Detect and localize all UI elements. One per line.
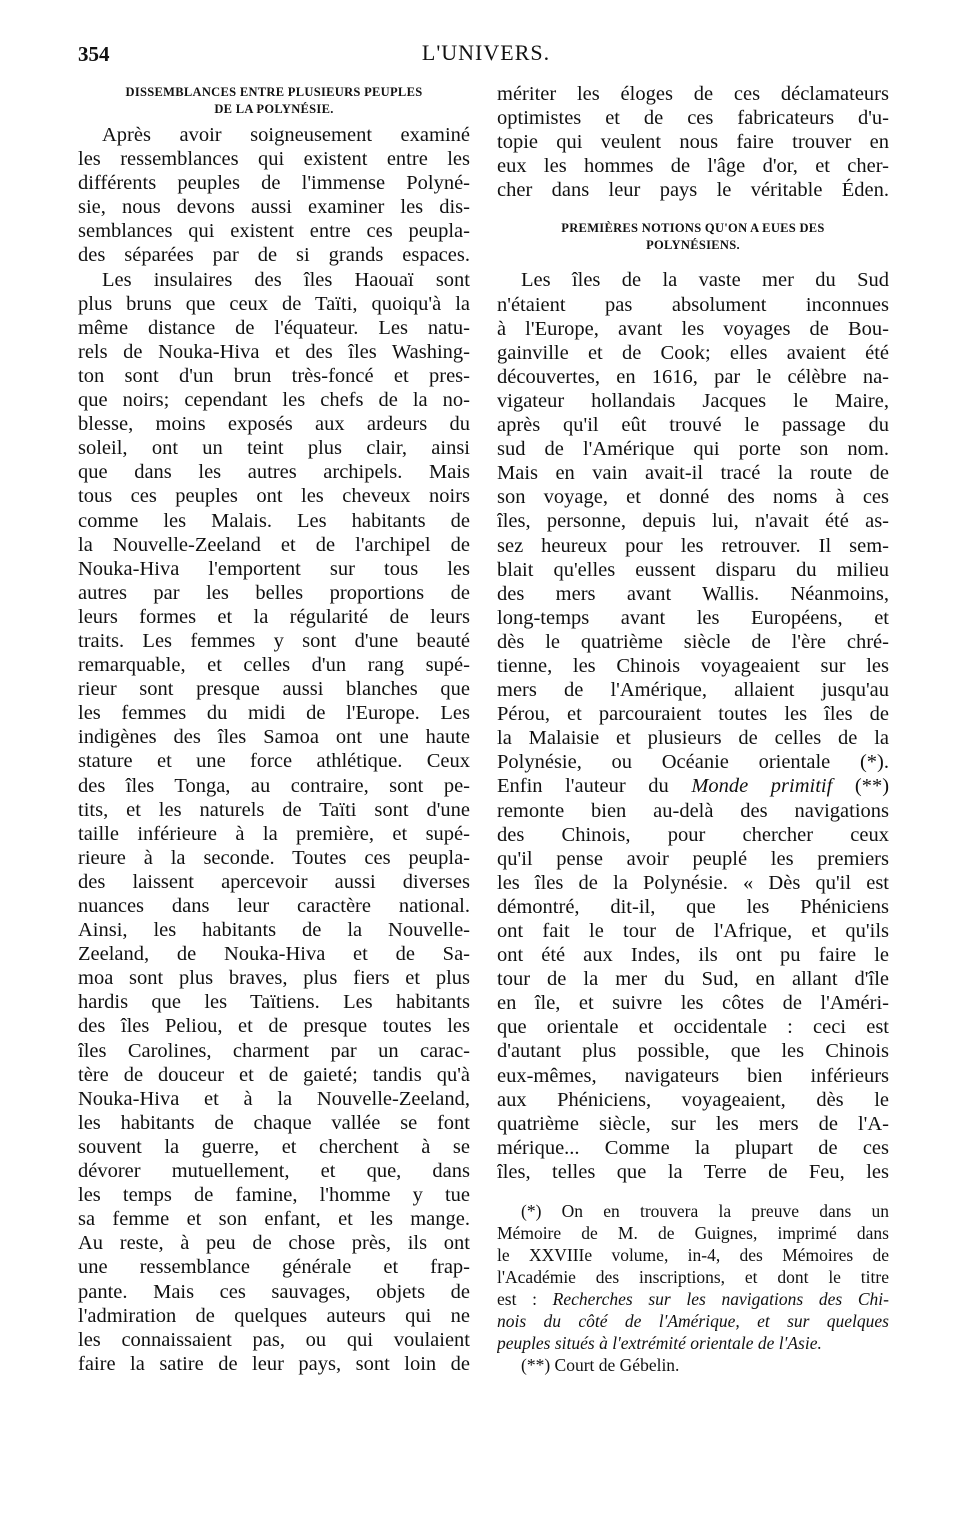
- text-line: [78, 364, 470, 388]
- text-line: [78, 557, 470, 581]
- text-segment: remarquable, et celles d'un rang supé-: [78, 654, 470, 677]
- italic-text: Recherches sur les navigations des Chi-: [552, 1289, 889, 1310]
- text-line: [497, 461, 889, 485]
- text-segment: dès le quatrième siècle de l'ère chré-: [497, 630, 889, 653]
- text-segment: Ainsi, les habitants de la Nouvelle-: [78, 919, 470, 942]
- text-segment: îles Carolines, charment par un carac-: [78, 1039, 470, 1062]
- text-line: [78, 1159, 470, 1183]
- text-segment: rels de Nouka-Hiva et des îles Washing-: [78, 340, 470, 363]
- text-line: [497, 485, 889, 509]
- text-segment: des îles Peliou, et de presque toutes les: [78, 1015, 470, 1038]
- text-line: [78, 1255, 470, 1279]
- text-segment: rieur sont presque aussi blanches que: [78, 678, 470, 701]
- paragraph-block: [497, 82, 889, 202]
- text-segment: découvertes, en 1616, par le célèbre na-: [497, 365, 889, 388]
- text-line: [78, 123, 470, 147]
- text-line: [78, 942, 470, 966]
- text-line: [78, 774, 470, 798]
- text-line: [497, 106, 889, 130]
- text-line: [78, 1111, 470, 1135]
- text-segment: les femmes du midi de l'Europe. Les: [78, 702, 470, 725]
- paragraph-block: [78, 123, 470, 1376]
- text-segment: même distance de l'équateur. Les natu-: [78, 316, 470, 339]
- text-segment: ont fait le tour de l'Afrique, et qu'ils: [497, 920, 889, 942]
- footnote-line: [497, 1310, 889, 1332]
- text-segment: une ressemblance générale et frap-: [78, 1256, 470, 1279]
- text-line: [78, 1063, 470, 1087]
- text-line: [497, 509, 889, 533]
- text-segment: nuances dans leur caractère national.: [78, 895, 470, 917]
- text-segment: après qu'il eût trouvé le passage du: [497, 414, 889, 437]
- text-segment: que dans les autres archipels. Mais: [78, 461, 470, 484]
- right-column: [497, 82, 889, 1376]
- text-segment: blait qu'elles eussent disparu du milieu: [497, 558, 889, 581]
- footnote-line: [497, 1200, 889, 1222]
- text-line: [78, 292, 470, 316]
- text-line: [497, 582, 889, 606]
- text-segment: à l'Europe, avant les voyages de Bou-: [497, 317, 889, 340]
- text-segment: tits, et les naturels de Taïti sont d'une: [78, 798, 470, 821]
- text-line: [497, 678, 889, 702]
- italic-text: nois du côté de l'Amérique, et sur quelques: [497, 1311, 889, 1332]
- text-line: [497, 293, 889, 317]
- text-segment: sie, nous devons aussi examiner les dis-: [78, 196, 470, 219]
- text-line: [497, 154, 889, 178]
- text-line: [78, 388, 470, 412]
- text-segment: stature et une force athlétique. Ceux: [78, 750, 470, 773]
- text-segment: différents peuples de l'immense Polyné-: [78, 172, 470, 195]
- text-segment: Zeeland, de Nouka-Hiva et de Sa-: [78, 943, 470, 966]
- text-segment: leurs formes et la régularité de leurs: [78, 605, 470, 628]
- text-segment: topie qui veulent nous faire trouver en: [497, 131, 889, 154]
- text-line: [497, 1136, 889, 1160]
- text-segment: Pérou, et parcouraient toutes les îles de: [497, 703, 889, 726]
- text-line: [78, 918, 470, 942]
- footnote-line: [497, 1244, 889, 1266]
- text-line: [497, 437, 889, 461]
- text-segment: est :: [497, 1289, 553, 1310]
- text-line: [78, 316, 470, 340]
- text-line: [497, 317, 889, 341]
- text-line: [78, 268, 470, 292]
- text-segment: les temps de famine, l'homme y tue: [78, 1184, 470, 1207]
- text-segment: tour de la mer du Sud, en allant d'île: [497, 968, 889, 991]
- text-segment: autres par les belles proportions de: [78, 581, 470, 604]
- text-segment: pante. Mais ces sauvages, objets de: [78, 1280, 470, 1303]
- text-line: [497, 702, 889, 726]
- text-segment: moa sont plus braves, plus fiers et plus: [78, 967, 470, 990]
- footnote-line: [497, 1332, 889, 1354]
- text-segment: mers de l'Amérique, allaient jusqu'au: [497, 679, 889, 702]
- text-line: [497, 1039, 889, 1063]
- text-segment: eux les hommes de l'âge d'or, et cher-: [497, 155, 889, 178]
- text-line: [78, 1280, 470, 1304]
- text-segment: blesse, moins exposés aux ardeurs du: [78, 413, 470, 436]
- text-segment: mérique... Comme la plupart de ces: [497, 1136, 889, 1159]
- text-line: [497, 895, 889, 919]
- text-segment: Polynésie, ou Océanie orientale (*).: [497, 751, 889, 774]
- text-segment: Mémoire de M. de Guignes, imprimé dans: [497, 1223, 889, 1244]
- footnote-line: [497, 1266, 889, 1288]
- text-line: [78, 533, 470, 557]
- text-segment: la Nouvelle-Zeeland et de l'archipel de: [78, 533, 470, 556]
- text-line: [497, 178, 889, 202]
- text-segment: îles, personne, depuis lui, n'avait été as-: [497, 510, 889, 533]
- text-line: [78, 1328, 470, 1352]
- text-segment: sez heureux pour les retrouver. Il sem-: [497, 534, 889, 557]
- text-segment: mériter les éloges de ces déclamateurs: [497, 83, 889, 105]
- text-segment: d'autant plus possible, que les Chinois: [497, 1040, 889, 1063]
- text-segment: l'Académie des inscriptions, et dont le titre: [497, 1267, 889, 1288]
- page-number: 354: [78, 42, 110, 66]
- text-segment: Après avoir soigneusement examiné: [102, 124, 470, 146]
- text-segment: taille inférieure à la première, et supé-: [78, 822, 470, 845]
- text-segment: sa femme et son enfant, et les mange.: [78, 1208, 470, 1231]
- text-line: [497, 1160, 889, 1184]
- text-segment: vigateur hollandais Jacques le Maire,: [497, 389, 889, 412]
- text-segment: des Chinois, pour chercher ceux: [497, 823, 889, 846]
- text-line: [78, 1304, 470, 1328]
- text-line: [497, 750, 889, 774]
- section-heading: [78, 84, 470, 118]
- text-segment: Nouka-Hiva et à la Nouvelle-Zeeland,: [78, 1087, 470, 1110]
- text-segment: des mers avant Wallis. Néanmoins,: [497, 582, 889, 605]
- text-segment: la Malaisie et plusieurs de celles de la: [497, 727, 889, 750]
- text-line: [78, 509, 470, 533]
- text-line: [78, 460, 470, 484]
- text-segment: îles, telles que la Terre de Feu, les: [497, 1160, 889, 1183]
- text-segment: Mais en vain avait-il tracé la route de: [497, 462, 889, 485]
- left-column: [78, 84, 470, 1376]
- text-line: [497, 1015, 889, 1039]
- text-line: [78, 1207, 470, 1231]
- text-line: [497, 967, 889, 991]
- text-segment: long-temps avant les Européens, et: [497, 606, 889, 629]
- text-segment: quatrième siècle, sur les mers de l'A-: [497, 1112, 889, 1135]
- text-segment: ton sont d'un brun très-foncé et pres-: [78, 364, 470, 387]
- paragraph-block: [497, 268, 889, 1184]
- text-segment: des séparées par de si grands espaces.: [78, 244, 470, 267]
- text-line: [78, 822, 470, 846]
- text-line: [78, 629, 470, 653]
- text-line: [78, 1352, 470, 1376]
- text-line: [497, 799, 889, 823]
- text-line: [497, 630, 889, 654]
- text-line: [78, 412, 470, 436]
- text-line: [497, 268, 889, 292]
- text-line: [78, 219, 470, 243]
- text-line: [497, 389, 889, 413]
- text-segment: remonte bien au-delà des navigations: [497, 799, 889, 822]
- text-segment: Enfin l'auteur du: [497, 775, 692, 798]
- heading-line: POLYNÉSIENS.: [646, 238, 740, 253]
- text-segment: plus bruns que ceux de Taïti, quoiqu'à la: [78, 292, 470, 315]
- text-line: [78, 1039, 470, 1063]
- text-line: [497, 1064, 889, 1088]
- text-line: [497, 1088, 889, 1112]
- text-segment: démontré, dit-il, que les Phéniciens: [497, 895, 889, 918]
- text-segment: son voyage, et donné des noms à ces: [497, 486, 889, 509]
- text-segment: faire la satire de leur pays, sont loin de: [78, 1352, 470, 1375]
- text-line: [497, 413, 889, 437]
- text-segment: que orientale et occidentale : ceci est: [497, 1016, 889, 1039]
- text-line: [78, 966, 470, 990]
- text-line: [497, 726, 889, 750]
- text-line: [78, 653, 470, 677]
- text-line: [497, 774, 889, 798]
- text-line: [78, 1135, 470, 1159]
- text-segment: n'étaient pas absolument inconnues: [497, 293, 889, 316]
- text-line: [78, 1231, 470, 1255]
- text-segment: (**): [832, 775, 889, 798]
- text-line: [78, 605, 470, 629]
- text-line: [78, 436, 470, 460]
- text-segment: le XXVIIIe volume, in-4, des Mémoires de: [497, 1245, 889, 1266]
- text-line: [78, 1087, 470, 1111]
- text-segment: hardis que les Taïtiens. Les habitants: [78, 991, 470, 1014]
- text-segment: tous ces peuples ont les cheveux noirs: [78, 485, 470, 508]
- text-segment: que noirs; cependant les chefs de la no-: [78, 389, 470, 412]
- text-segment: indigènes des îles Samoa ont une haute: [78, 726, 470, 749]
- running-title: L'UNIVERS.: [421, 40, 551, 65]
- text-line: [78, 340, 470, 364]
- text-line: [78, 725, 470, 749]
- text-line: [497, 991, 889, 1015]
- text-line: [78, 243, 470, 267]
- text-segment: soleil, ont un teint plus clair, ainsi: [78, 437, 470, 460]
- footnotes: [497, 1200, 889, 1376]
- text-segment: semblances qui existent entre ces peupla-: [78, 220, 470, 243]
- text-line: [78, 749, 470, 773]
- text-segment: dévorer mutuellement, et que, dans: [78, 1160, 470, 1183]
- text-segment: en île, et suivre les côtes de l'Améri-: [497, 992, 889, 1015]
- footnote-line: [497, 1354, 889, 1376]
- text-line: [78, 1183, 470, 1207]
- text-line: [78, 147, 470, 171]
- text-segment: cher dans leur pays le véritable Éden.: [497, 179, 889, 202]
- text-line: [497, 365, 889, 389]
- text-segment: ont été aux Indes, ils ont pu faire le: [497, 944, 889, 967]
- footnote-line: [497, 1222, 889, 1244]
- italic-text: Monde primitif: [691, 775, 833, 798]
- heading-line: DE LA POLYNÉSIE.: [214, 102, 334, 116]
- text-segment: aux Phéniciens, voyageaient, dès le: [497, 1088, 889, 1111]
- text-segment: les îles de la Polynésie. « Dès qu'il est: [497, 871, 889, 894]
- text-line: [497, 943, 889, 967]
- heading-line: PREMIÈRES NOTIONS QU'ON A EUES DES: [561, 221, 825, 236]
- text-segment: Nouka-Hiva l'emportent sur tous les: [78, 557, 470, 580]
- text-line: [78, 581, 470, 605]
- text-segment: tère de douceur et de gaieté; tandis qu'à: [78, 1063, 470, 1086]
- text-line: [497, 130, 889, 154]
- text-segment: rieure à la seconde. Toutes ces peupla-: [78, 846, 470, 869]
- text-line: [78, 990, 470, 1014]
- text-segment: optimistes et de ces fabricateurs d'u-: [497, 107, 889, 130]
- italic-text: peuples situés à l'extrémité orientale de l'Asie.: [497, 1333, 822, 1354]
- text-line: [78, 484, 470, 508]
- text-line: [78, 798, 470, 822]
- heading-line: DISSEMBLANCES ENTRE PLUSIEURS PEUPLES: [125, 85, 423, 99]
- text-line: [78, 171, 470, 195]
- text-line: [497, 1112, 889, 1136]
- text-line: [78, 701, 470, 725]
- text-line: [497, 558, 889, 582]
- text-line: [497, 847, 889, 871]
- text-line: [497, 919, 889, 943]
- text-segment: souvent la guerre, et cherchent à se: [78, 1135, 470, 1158]
- text-segment: gainville et de Cook; elles avaient été: [497, 341, 889, 364]
- text-segment: qu'il pense avoir peuplé les premiers: [497, 847, 889, 870]
- text-segment: comme les Malais. Les habitants de: [78, 509, 470, 532]
- text-line: [78, 1014, 470, 1038]
- text-line: [497, 823, 889, 847]
- text-line: [497, 654, 889, 678]
- text-segment: les ressemblances qui existent entre les: [78, 148, 470, 171]
- text-line: [78, 894, 470, 918]
- text-segment: (**) Court de Gébelin.: [521, 1355, 680, 1376]
- text-segment: Les insulaires des îles Haouaï sont: [102, 268, 470, 291]
- text-segment: (*) On en trouvera la preuve dans un: [521, 1201, 889, 1222]
- text-segment: des laissent apercevoir aussi diverses: [78, 870, 470, 893]
- text-segment: Au reste, à peu de chose près, ils ont: [78, 1232, 470, 1255]
- text-segment: tienne, les Chinois voyageaient sur les: [497, 654, 889, 677]
- text-segment: sud de l'Amérique qui porte son nom.: [497, 438, 889, 461]
- text-line: [497, 341, 889, 365]
- text-line: [78, 195, 470, 219]
- text-line: [78, 677, 470, 701]
- text-line: [78, 870, 470, 894]
- text-line: [497, 871, 889, 895]
- text-segment: traits. Les femmes y sont d'une beauté: [78, 629, 470, 652]
- text-line: [497, 82, 889, 106]
- text-segment: Les îles de la vaste mer du Sud: [521, 269, 889, 292]
- text-segment: des îles Tonga, au contraire, sont pe-: [78, 774, 470, 797]
- text-line: [78, 846, 470, 870]
- text-line: [497, 534, 889, 558]
- text-segment: les habitants de chaque vallée se font: [78, 1111, 470, 1134]
- section-heading: [497, 220, 889, 254]
- text-segment: l'admiration de quelques auteurs qui ne: [78, 1304, 470, 1327]
- text-segment: les connaissaient pas, ou qui voulaient: [78, 1328, 470, 1351]
- text-line: [497, 606, 889, 630]
- text-segment: eux-mêmes, navigateurs bien inférieurs: [497, 1064, 889, 1087]
- footnote-line: [497, 1288, 889, 1310]
